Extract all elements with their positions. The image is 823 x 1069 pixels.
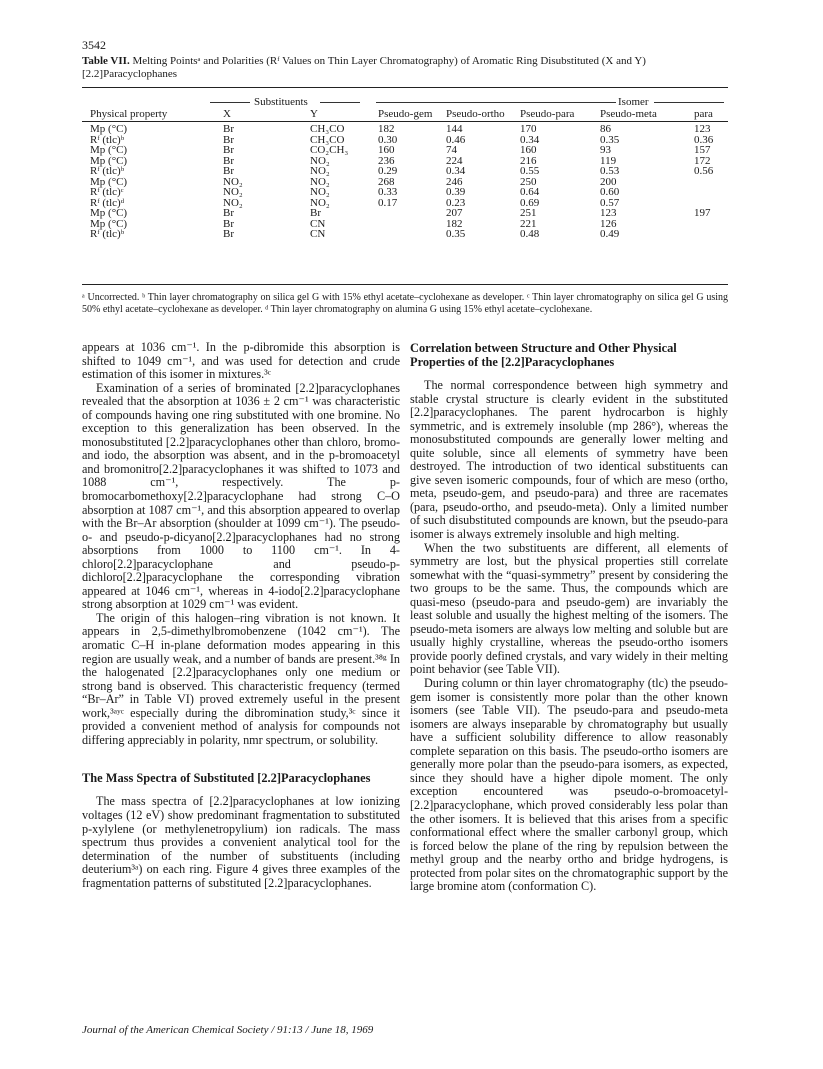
- table-cell: 123: [694, 123, 711, 135]
- table-cell: 224: [446, 154, 463, 167]
- table-cell: 251: [520, 207, 537, 219]
- table-cell: 0.57: [600, 196, 620, 209]
- table-cell: CN: [310, 228, 326, 240]
- table-cell: 0.35: [446, 228, 466, 240]
- table-cell: 74: [446, 144, 457, 156]
- table-cell: 221: [520, 217, 537, 230]
- table-cell: 0.33: [378, 186, 398, 198]
- journal-footer: Journal of the American Chemical Society / 91:13 / June 18, 1969: [82, 1024, 374, 1036]
- table-row: [82, 156, 728, 167]
- table-cell: NO₂: [310, 154, 330, 167]
- table-cell: NO₂: [310, 186, 330, 198]
- table-cell: NO₂: [310, 196, 330, 209]
- table-cell: Br: [223, 144, 234, 156]
- substituents-line-left: [210, 102, 250, 103]
- table-row: [82, 124, 728, 135]
- table-cell: Br: [310, 207, 321, 219]
- table-cell: NO₂: [223, 175, 243, 188]
- table-cell: 0.55: [520, 165, 540, 177]
- table-cell: 0.48: [520, 228, 540, 240]
- isomer-group-header: Isomer: [618, 96, 649, 108]
- table-cell: Mp (°C): [90, 207, 128, 219]
- table-cell: Mp (°C): [90, 217, 128, 230]
- table-row: [82, 208, 728, 219]
- table-bottom-rule: [82, 284, 728, 285]
- table-cell: 86: [600, 123, 611, 135]
- table-cell: 0.69: [520, 196, 540, 209]
- table-cell: 0.46: [446, 133, 466, 146]
- table-cell: 126: [600, 217, 617, 230]
- table-cell: [694, 229, 728, 240]
- table-cell: [694, 187, 728, 198]
- table-cell: 0.23: [446, 196, 466, 209]
- table-cell: 0.30: [378, 133, 398, 146]
- paragraph: During column or thin layer chromatography (tlc) the pseudo-gem isomer is consistently more polar than the other known isomers (see Table VII). The pseudo-para and pseudo-meta isomers are always inseparable by chromatography but usually have a sufficient solubility difference to allow reasonably complete separation on this basis. The pseudo-ortho isomers are generally more polar than the pseudo-para isomers, as expected, since they should have a higher dipole moment. The only exception encountered was pseudo-o-bromoacetyl-[2.2]paracyclophane, which proved considerably less polar than the other isomers. It is believed that this arises from a specific conformational effect where the smaller carbonyl group, which is forced below the plane of the ring by repulsion between the methyl group and the nearby ortho and bridge hydrogens, is protected from polar sites on the chromatographic support by the large bromine atom (conformation C).: [410, 676, 728, 894]
- col-header-pseudo-meta: Pseudo-meta: [600, 108, 657, 120]
- table-cell: Rᶠ (tlc)ᶜ: [90, 186, 124, 198]
- table-cell: Br: [223, 133, 234, 146]
- table-cell: [378, 229, 446, 240]
- table-cell: Br: [223, 207, 234, 219]
- table-cell: 0.39: [446, 186, 466, 198]
- table-row: [82, 177, 728, 188]
- paragraph: The origin of this halogen–ring vibration is not known. It appears in 2,5-dimethylbromobenzene (1042 cm⁻¹). The aromatic C–H in-plane deformation modes appearing in this region are usually weak, and a number of bands are present.³⁸ᵍ In the halogenated [2.2]paracyclophanes only one medium or strong band is observed. This characteristic frequency (termed “Br–Ar” in Table VI) proved extremely useful in the present work,³ᵃʸᶜ especially during the dibromination study,³ᶜ since it provided a convenient method of analysis for compounds not differing appreciably in polarity, nmr spectrum, or solubility.: [82, 610, 400, 747]
- page-number: 3542: [82, 38, 106, 52]
- table-caption-label: Table VII.: [82, 55, 130, 67]
- table-cell: Rᶠ (tlc)ᵈ: [90, 196, 125, 209]
- table-cell: Mp (°C): [90, 154, 128, 167]
- data-table: [82, 124, 728, 240]
- table-cell: CO₂CH₃: [310, 144, 349, 156]
- table-cell: 0.64: [520, 186, 540, 198]
- table-cell: 144: [446, 123, 463, 135]
- isomer-line-left: [376, 102, 616, 103]
- table-cell: NO₂: [310, 175, 330, 188]
- table-caption-text: Melting Pointsᵃ and Polarities (Rᶠ Values on Thin Layer Chromatography) of Aromatic Ring Disubstituted (X and Y) [2.2]Paracyclophanes: [82, 55, 646, 80]
- table-cell: Rᶠ (tlc)ᵇ: [90, 165, 125, 177]
- table-body: [82, 124, 728, 240]
- table-cell: 182: [446, 217, 463, 230]
- table-header-rule: [82, 121, 728, 122]
- table-cell: Rᶠ (tlc)ᵇ: [90, 228, 125, 240]
- table-top-rule: [82, 87, 728, 88]
- paragraph: When the two substituents are different, all elements of symmetry are lost, but the physical properties still correlate somewhat with the “quasi-symmetry” present by considering the two groups to be the same. Thus, the compounds which are quasi-meso (pseudo-para and pseudo-gem) are invariably the least soluble and usually the highest melting of the isomers. The pseudo-meta isomers are always low melting and soluble but are usually highly crystalline, whereas the pseudo-ortho isomers provide poorly defined crystals, and vary widely in their melting point behavior (see Table VII).: [410, 540, 728, 677]
- substituents-line-right: [320, 102, 360, 103]
- table-cell: 0.49: [600, 228, 620, 240]
- table-cell: 119: [600, 154, 617, 167]
- table-cell: Br: [223, 154, 234, 167]
- col-header-physical-property: Physical property: [90, 108, 168, 120]
- table-cell: 236: [378, 154, 395, 167]
- table-cell: [694, 219, 728, 230]
- table-row: [82, 198, 728, 209]
- table-row: [82, 145, 728, 156]
- table-cell: 0.29: [378, 165, 398, 177]
- col-header-para: para: [694, 108, 713, 120]
- table-cell: Rᶠ (tlc)ᵇ: [90, 133, 125, 146]
- table-cell: NO₂: [223, 186, 243, 198]
- table-cell: 268: [378, 175, 395, 188]
- table-cell: 250: [520, 175, 537, 188]
- table-cell: 0.56: [694, 165, 714, 177]
- col-header-x: X: [223, 108, 231, 120]
- table-row: [82, 187, 728, 198]
- table-row: [82, 229, 728, 240]
- table-cell: Br: [223, 228, 234, 240]
- table-cell: NO₂: [310, 165, 330, 177]
- paragraph: appears at 1036 cm⁻¹. In the p-dibromide this absorption is shifted to 1049 cm⁻¹, and was used for detection and crude estimation of this isomer in mixtures.³ᶜ: [82, 340, 400, 382]
- table-cell: 0.34: [520, 133, 540, 146]
- table-cell: Mp (°C): [90, 123, 128, 135]
- table-cell: 0.17: [378, 196, 398, 209]
- paragraph: The normal correspondence between high symmetry and stable crystal structure is clearly evident in the substituted [2.2]paracyclophanes. The parent hydrocarbon is highly symmetric, and is extremely insoluble (mp 286°), whereas the monosubstituted compounds are generally lower melting and quite soluble, since all elements of symmetry have been destroyed. The introduction of two identical substituents can give seven isomeric compounds, four of which are meso (ortho, meta, pseudo-gem, and pseudo-para) and three are racemates (para, pseudo-ortho, and pseudo-meta). Only a limited number of such disubstituted compounds are known, but the pseudo-para isomer is always extremely insoluble and high melting.: [410, 378, 728, 542]
- table-cell: 160: [520, 144, 537, 156]
- table-cell: 246: [446, 175, 463, 188]
- col-header-y: Y: [310, 108, 318, 120]
- table-cell: CH₃CO: [310, 133, 345, 146]
- table-row: [82, 135, 728, 146]
- table-caption: [82, 55, 722, 81]
- table-cell: NO₂: [223, 196, 243, 209]
- table-row: [82, 219, 728, 230]
- table-cell: 0.34: [446, 165, 466, 177]
- col-header-pseudo-para: Pseudo-para: [520, 108, 575, 120]
- table-cell: 0.35: [600, 133, 620, 146]
- table-cell: 182: [378, 123, 395, 135]
- table-row: [82, 166, 728, 177]
- table-cell: 170: [520, 123, 537, 135]
- table-cell: 200: [600, 175, 617, 188]
- col-header-pseudo-gem: Pseudo-gem: [378, 108, 433, 120]
- table-cell: [378, 219, 446, 230]
- table-cell: 0.60: [600, 186, 620, 198]
- right-column: [410, 341, 728, 894]
- table-cell: 93: [600, 144, 611, 156]
- table-cell: 157: [694, 144, 711, 156]
- table-cell: 0.53: [600, 165, 620, 177]
- table-cell: Br: [223, 165, 234, 177]
- table-cell: 216: [520, 154, 537, 167]
- table-cell: Br: [223, 123, 234, 135]
- table-cell: Br: [223, 217, 234, 230]
- table-cell: [378, 208, 446, 219]
- table-cell: 160: [378, 144, 395, 156]
- table-cell: Mp (°C): [90, 175, 128, 188]
- table-cell: Mp (°C): [90, 144, 128, 156]
- col-header-pseudo-ortho: Pseudo-ortho: [446, 108, 505, 120]
- isomer-line-right: [654, 102, 724, 103]
- table-cell: 0.36: [694, 133, 714, 146]
- substituents-group-header: Substituents: [254, 96, 308, 108]
- table-cell: 172: [694, 154, 711, 167]
- section-heading-mass-spectra: The Mass Spectra of Substituted [2.2]Paracyclophanes: [82, 771, 371, 786]
- paragraph: Examination of a series of brominated [2.2]paracyclophanes revealed that the absorption at 1036 ± 2 cm⁻¹ was characteristic of compounds having one ring substituted with one bromine. No exception to this generalization has been observed. In the monosubstituted [2.2]paracyclophanes other than chloro, bromo- and iodo, the absorption was absent, and in the p-bromoacetyl and bromonitro[2.2]paracyclophanes it was shifted to 1073 and 1088 cm⁻¹, respectively. The p-bromocarbomethoxy[2.2]paracyclophane had strong C–O absorption at 1087 cm⁻¹, and this absorption appeared to overlap with the Br–Ar absorption (shoulder at 1099 cm⁻¹). The pseudo-o- and pseudo-p-dicyano[2.2]paracyclophanes had no strong absorptions from 1000 to 1100 cm⁻¹. In 4-chloro[2.2]paracyclophane and pseudo-p-dichloro[2.2]paracyclophane the corresponding vibration appeared at 1046 cm⁻¹, whereas in 4-iodo[2.2]paracyclophane strong absorption at 1029 cm⁻¹ was evident.: [82, 380, 400, 612]
- table-cell: CH₃CO: [310, 123, 345, 135]
- table-cell: 207: [446, 207, 463, 219]
- table-cell: CN: [310, 217, 326, 230]
- section-heading-correlation: Correlation between Structure and Other Physical Properties of the [2.2]Paracyclophanes: [410, 341, 677, 369]
- table-cell: 197: [694, 207, 711, 219]
- table-cell: 123: [600, 207, 617, 219]
- paragraph: The mass spectra of [2.2]paracyclophanes at low ionizing voltages (12 eV) show predominant fragmentation to substituted p-xylylene (or methylenetropylium) ion radicals. The mass spectrum thus provides a convenient analytical tool for the determination of the number of substituents (including deuterium³ᵃ) on each ring. Figure 4 gives three examples of the fragmentation patterns of substituted [2.2]paracyclophanes.: [82, 794, 400, 890]
- table-footnotes: ᵃ Uncorrected. ᵇ Thin layer chromatography on silica gel G with 15% ethyl acetate–cyclohexane as developer. ᶜ Thin layer chromatography on silica gel G using 50% ethyl acetate–cyclohexane as developer. ᵈ Thin layer chromatography on alumina G using 15% ethyl acetate–cyclohexane.: [82, 292, 728, 315]
- left-column: [82, 341, 400, 890]
- table-cell: [694, 177, 728, 188]
